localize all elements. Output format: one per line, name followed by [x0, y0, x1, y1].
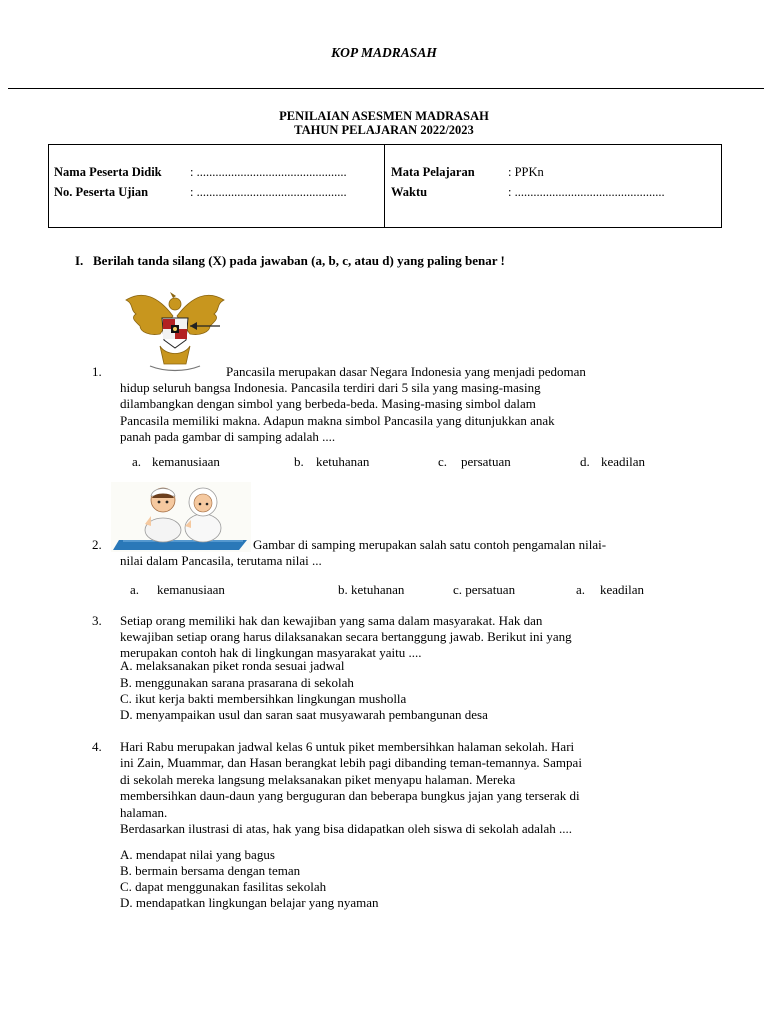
q3-option-c[interactable]: C. ikut kerja bakti membersihkan lingkungan musholla [120, 691, 407, 706]
question-4-line-2: ini Zain, Muammar, dan Hasan berangkat lebih pagi dibanding teman-temannya. Sampai [120, 755, 582, 770]
no-peserta-label: No. Peserta Ujian [54, 185, 149, 199]
q3-option-b[interactable]: B. menggunakan sarana prasarana di sekolah [120, 675, 354, 690]
question-2-line-1: Gambar di samping merupakan salah satu contoh pengamalan nilai- [253, 537, 607, 552]
question-3-number: 3. [92, 613, 102, 628]
waktu-label: Waktu [391, 185, 428, 199]
q4-option-b[interactable]: B. bermain bersama dengan teman [120, 863, 301, 878]
kop-madrasah: KOP MADRASAH [331, 45, 437, 60]
question-1-line-2: hidup seluruh bangsa Indonesia. Pancasila terdiri dari 5 sila yang masing-masing [120, 380, 541, 395]
exam-year: TAHUN PELAJARAN 2022/2023 [294, 123, 474, 137]
question-4-number: 4. [92, 739, 102, 754]
nama-field[interactable]: : ................................................ [190, 165, 347, 179]
question-4-line-5: halaman. [120, 805, 168, 820]
q3-option-d[interactable]: D. menyampaikan usul dan saran saat musyawarah pembangunan desa [120, 707, 488, 722]
q1-option-a-letter[interactable]: a. [132, 454, 142, 469]
no-peserta-field[interactable]: : ................................................ [190, 185, 347, 199]
question-4-line-4: membersihkan daun-daun yang berguguran dan beberapa bungkus jajan yang terserak di [120, 788, 580, 803]
q2-option-d-text[interactable]: keadilan [600, 582, 645, 597]
question-2-number: 2. [92, 537, 102, 552]
waktu-field[interactable]: : ................................................ [508, 185, 665, 199]
q1-option-b-letter[interactable]: b. [294, 454, 304, 469]
nama-label: Nama Peserta Didik [54, 165, 162, 179]
question-1-line-3: dilambangkan dengan simbol yang berbeda-beda. Masing-masing simbol dalam [120, 396, 536, 411]
q1-option-d-text[interactable]: keadilan [601, 454, 646, 469]
question-1-number: 1. [92, 364, 102, 379]
section-number: I. [75, 253, 84, 268]
mapel-label: Mata Pelajaran [391, 165, 475, 179]
question-3-line-1: Setiap orang memiliki hak dan kewajiban yang sama dalam masyarakat. Hak dan [120, 613, 543, 628]
question-1-line-4: Pancasila memiliki makna. Adapun makna simbol Pancasila yang ditunjukkan anak [120, 413, 555, 428]
mapel-value: : PPKn [508, 165, 544, 179]
question-1-line-5: panah pada gambar di samping adalah .... [120, 429, 336, 444]
q2-option-c[interactable]: c. persatuan [453, 582, 516, 597]
exam-title: PENILAIAN ASESMEN MADRASAH [279, 109, 489, 123]
q2-option-a-text[interactable]: kemanusiaan [157, 582, 225, 597]
section-instruction: Berilah tanda silang (X) pada jawaban (a, b, c, atau d) yang paling benar ! [93, 253, 505, 268]
identity-box [48, 144, 722, 228]
question-4-line-1: Hari Rabu merupakan jadwal kelas 6 untuk piket membersihkan halaman sekolah. Hari [120, 739, 575, 754]
q2-option-b[interactable]: b. ketuhanan [338, 582, 405, 597]
question-4-line-3: di sekolah mereka langsung melaksanakan piket menyapu halaman. Mereka [120, 772, 516, 787]
question-3-line-3: merupakan contoh hak di lingkungan masyarakat yaitu .... [120, 645, 422, 660]
question-4-prompt: Berdasarkan ilustrasi di atas, hak yang bisa didapatkan oleh siswa di sekolah adalah .... [120, 821, 572, 836]
garuda-pancasila-image [120, 286, 230, 372]
question-3-line-2: kewajiban setiap orang harus dilaksanakan secara bertanggung jawab. Berikut ini yang [120, 629, 572, 644]
q3-option-a[interactable]: A. melaksanakan piket ronda sesuai jadwal [120, 658, 345, 673]
question-2-line-2: nilai dalam Pancasila, terutama nilai ... [120, 553, 322, 568]
q1-option-b-text[interactable]: ketuhanan [316, 454, 370, 469]
children-praying-image [111, 482, 251, 552]
q2-option-d-letter[interactable]: a. [576, 582, 586, 597]
question-1-line-1: Pancasila merupakan dasar Negara Indonesia yang menjadi pedoman [226, 364, 586, 379]
q1-option-c-text[interactable]: persatuan [461, 454, 511, 469]
q4-option-a[interactable]: A. mendapat nilai yang bagus [120, 847, 275, 862]
q1-option-d-letter[interactable]: d. [580, 454, 590, 469]
q1-option-a-text[interactable]: kemanusiaan [152, 454, 220, 469]
q4-option-c[interactable]: C. dapat menggunakan fasilitas sekolah [120, 879, 327, 894]
header-divider [8, 88, 764, 89]
q2-option-a-letter[interactable]: a. [130, 582, 140, 597]
q4-option-d[interactable]: D. mendapatkan lingkungan belajar yang nyaman [120, 895, 379, 910]
identity-divider [384, 145, 385, 227]
q1-option-c-letter[interactable]: c. [438, 454, 448, 469]
